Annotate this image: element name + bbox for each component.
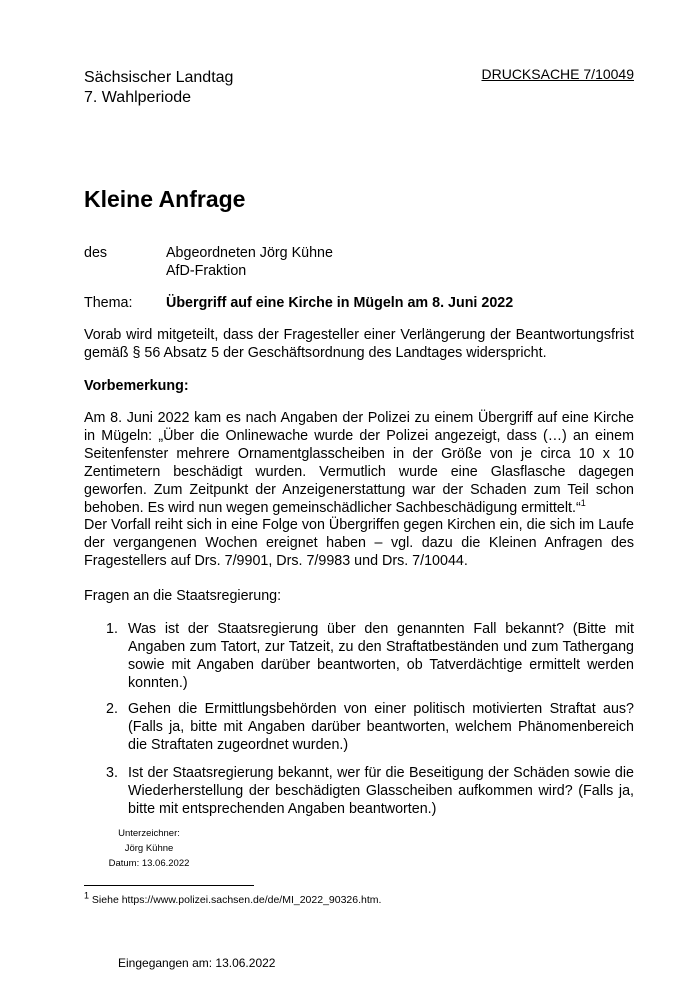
footnote-reference: 1 bbox=[580, 498, 586, 509]
received-stamp: Eingegangen am: 13.06.2022 bbox=[118, 956, 276, 970]
footnote-number: 1 bbox=[84, 890, 90, 901]
footnote-divider bbox=[84, 885, 254, 886]
preliminary-paragraph-1-text: Am 8. Juni 2022 kam es nach Angaben der Polizei zu einem Übergriff auf eine Kirche in Mügeln: „Über die Onlinewache wurde der Polizei angezeigt, dass (…) an einem Seitenfenster mehrere Ornamentglasscheiben in der Größe von je circa 10 x 10 Zentimetern beschädigt wurden. Vermutlich wurde eine Glasflasche dagegen geworfen. Zum Zeitpunkt der Anzeigenerstattung war der Schaden zum Teil schon behoben. Es wird nun wegen gemeinschädlicher Sachbeschädigung ermittelt.“ bbox=[84, 410, 634, 516]
footnote bbox=[84, 890, 382, 906]
signature-name: Jörg Kühne bbox=[124, 843, 174, 854]
preliminary-paragraph-2: Der Vorfall reiht sich in eine Folge von Übergriffen gegen Kirchen ein, die sich im Laufe der vergangenen Wochen ereignet haben – vgl. dazu die Kleinen Anfragen des Fragestellers auf Drs. 7/9901, Drs. 7/9983 und Drs. 7/10044. bbox=[84, 517, 634, 569]
question-text: Gehen die Ermittlungsbehörden von einer politisch motivierten Straftat aus? (Falls ja, bitte mit Angaben darüber beantworten, welchem Phänomenbereich die Straftaten zugeordnet wurden.) bbox=[128, 701, 634, 753]
author-label: des bbox=[84, 245, 108, 261]
topic-text: Übergriff auf eine Kirche in Mügeln am 8. Juni 2022 bbox=[166, 295, 514, 311]
author-name: Abgeordneten Jörg Kühne bbox=[166, 245, 333, 261]
question-number: 3. bbox=[106, 765, 118, 781]
question-text: Was ist der Staatsregierung über den genannten Fall bekannt? (Bitte mit Angaben zum Tatort, zur Tatzeit, zu den Straftatbeständen und zum Tathergang sowie mit Angaben darüber beantworten, ob Tatverdächtige ermittelt werden konnten.) bbox=[128, 621, 634, 691]
topic-label: Thema: bbox=[84, 295, 133, 311]
footnote-text: Siehe https://www.polizei.sachsen.de/de/MI_2022_90326.htm. bbox=[89, 894, 382, 906]
preliminary-heading: Vorbemerkung: bbox=[84, 378, 189, 394]
intro-paragraph: Vorab wird mitgeteilt, dass der Fragesteller einer Verlängerung der Beantwortungsfrist gemäß § 56 Absatz 5 der Geschäftsordnung des Landtages widerspricht. bbox=[84, 327, 634, 361]
page-title: Kleine Anfrage bbox=[84, 186, 246, 212]
legislative-period: 7. Wahlperiode bbox=[84, 89, 192, 106]
signature-label: Unterzeichner: bbox=[118, 828, 180, 839]
question-number: 1. bbox=[106, 621, 118, 637]
author-party: AfD-Fraktion bbox=[166, 263, 247, 279]
question-text: Ist der Staatsregierung bekannt, wer für die Beseitigung der Schäden sowie die Wiederherstellung der beschädigten Glasscheiben aufkommen wird? (Falls ja, bitte mit entsprechenden Angaben beantworten.) bbox=[128, 765, 634, 817]
question-number: 2. bbox=[106, 701, 118, 717]
drucksache-number: DRUCKSACHE 7/10049 bbox=[481, 66, 634, 82]
signature-date: Datum: 13.06.2022 bbox=[108, 858, 190, 869]
questions-heading: Fragen an die Staatsregierung: bbox=[84, 588, 282, 604]
parliament-name: Sächsischer Landtag bbox=[84, 69, 234, 86]
preliminary-paragraph-1 bbox=[84, 409, 634, 517]
